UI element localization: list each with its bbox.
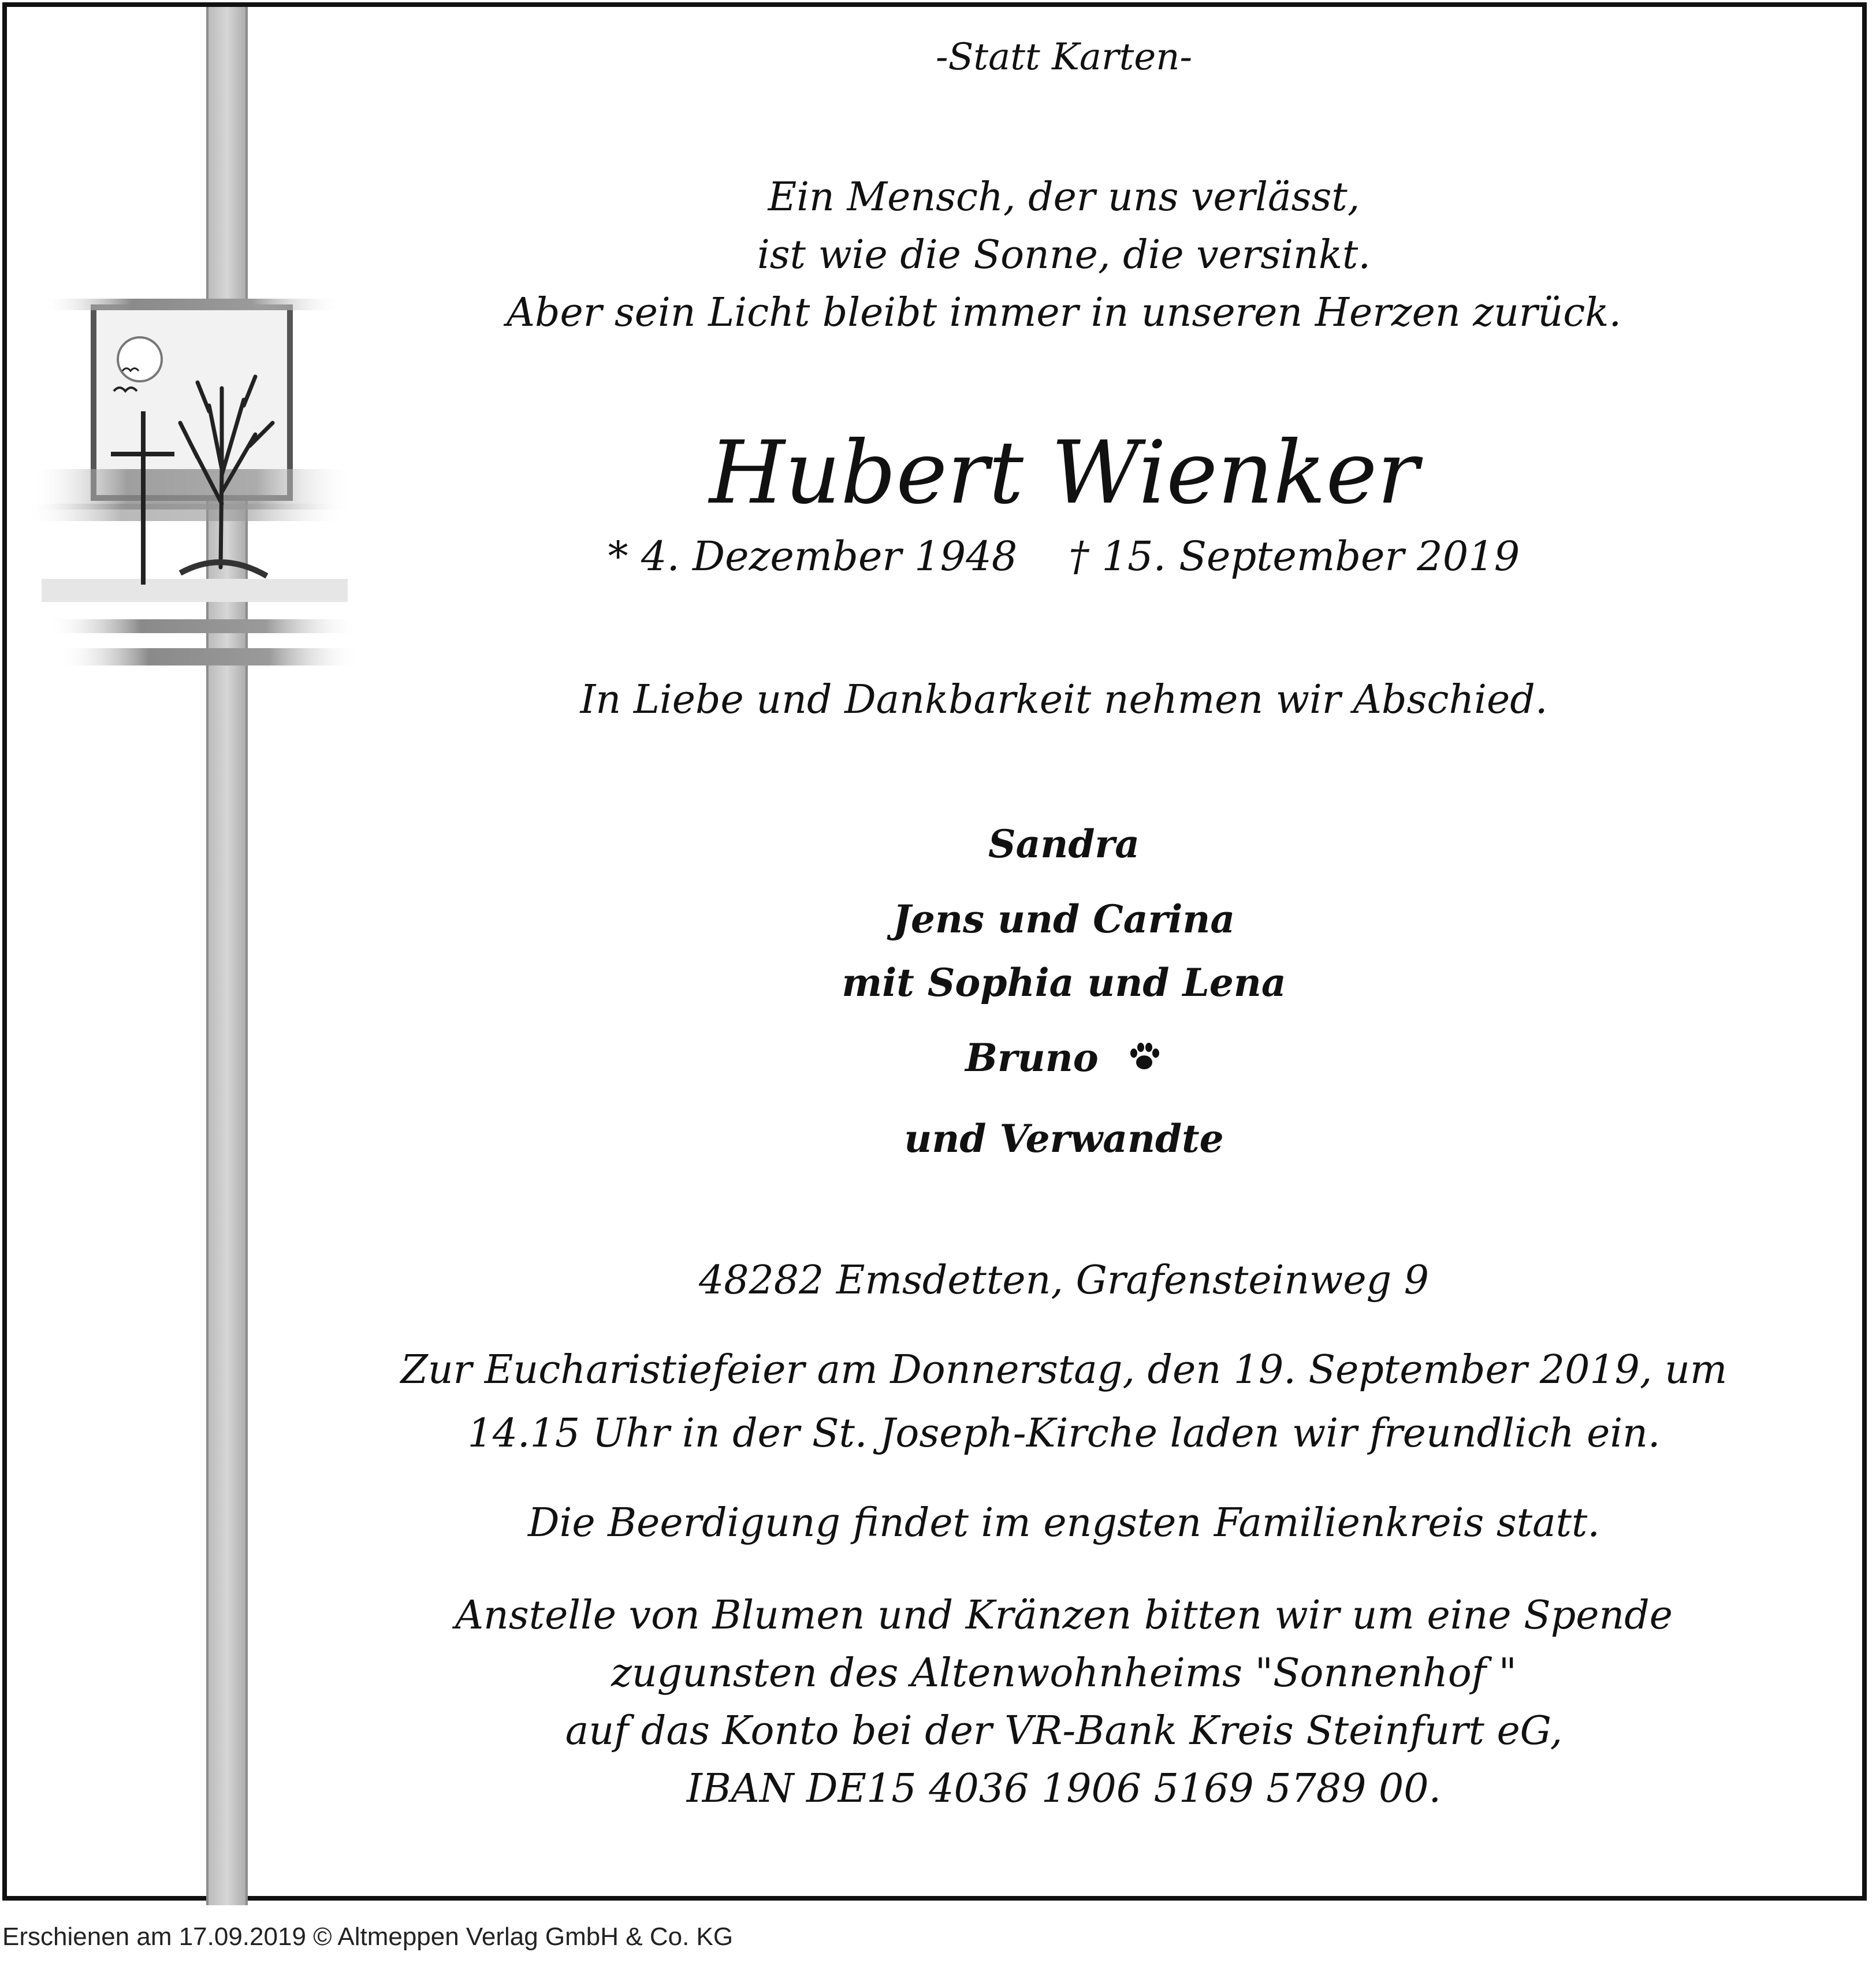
- donation-line-3: auf das Konto bei der VR-Bank Kreis Steinfurt eG,: [565, 1708, 1563, 1754]
- address-line: 48282 Emsdetten, Grafensteinweg 9: [698, 1258, 1430, 1303]
- obituary-frame: [2, 2, 1867, 1901]
- donation-line-4: IBAN DE15 4036 1906 5169 5789 00.: [686, 1766, 1442, 1812]
- poem-line-3: Aber sein Licht bleibt immer in unseren Herzen zurück.: [506, 290, 1622, 336]
- service-line-2: 14.15 Uhr in der St. Joseph-Kirche laden wir freundlich ein.: [467, 1411, 1661, 1456]
- donation-line-1: Anstelle von Blumen und Kränzen bitten wir um eine Spende: [455, 1593, 1673, 1638]
- donation-line-2: zugunsten des Altenwohnheims "Sonnenhof ": [611, 1650, 1517, 1696]
- service-line-1: Zur Eucharistiefeier am Donnerstag, den 19. September 2019, um: [400, 1347, 1728, 1393]
- mourner-sophia-lena: mit Sophia und Lena: [842, 960, 1286, 1005]
- mourner-jens-carina: Jens und Carina: [892, 897, 1235, 942]
- deceased-name: Hubert Wienker: [709, 423, 1419, 523]
- cross-tree-picture-icon: [7, 7, 377, 1905]
- mourner-sandra: Sandra: [988, 821, 1140, 867]
- paw-print-icon: [1126, 1038, 1163, 1084]
- poem-line-2: ist wie die Sonne, die versinkt.: [757, 232, 1371, 278]
- poem-line-1: Ein Mensch, der uns verlässt,: [768, 174, 1360, 220]
- farewell-line: In Liebe und Dankbarkeit nehmen wir Abschied.: [580, 677, 1548, 723]
- mourner-bruno: Bruno: [965, 1035, 1099, 1080]
- publication-footer: Erschienen am 17.09.2019 © Altmeppen Verlag GmbH & Co. KG: [2, 1923, 734, 1951]
- header-statt-karten: -Statt Karten-: [935, 36, 1193, 79]
- mourner-relatives: und Verwandte: [904, 1116, 1224, 1161]
- life-dates: * 4. Dezember 1948 † 15. September 2019: [608, 533, 1520, 580]
- burial-line: Die Beerdigung findet im engsten Familienkreis statt.: [528, 1500, 1600, 1546]
- mourner-bruno-row: [353, 1035, 1774, 1084]
